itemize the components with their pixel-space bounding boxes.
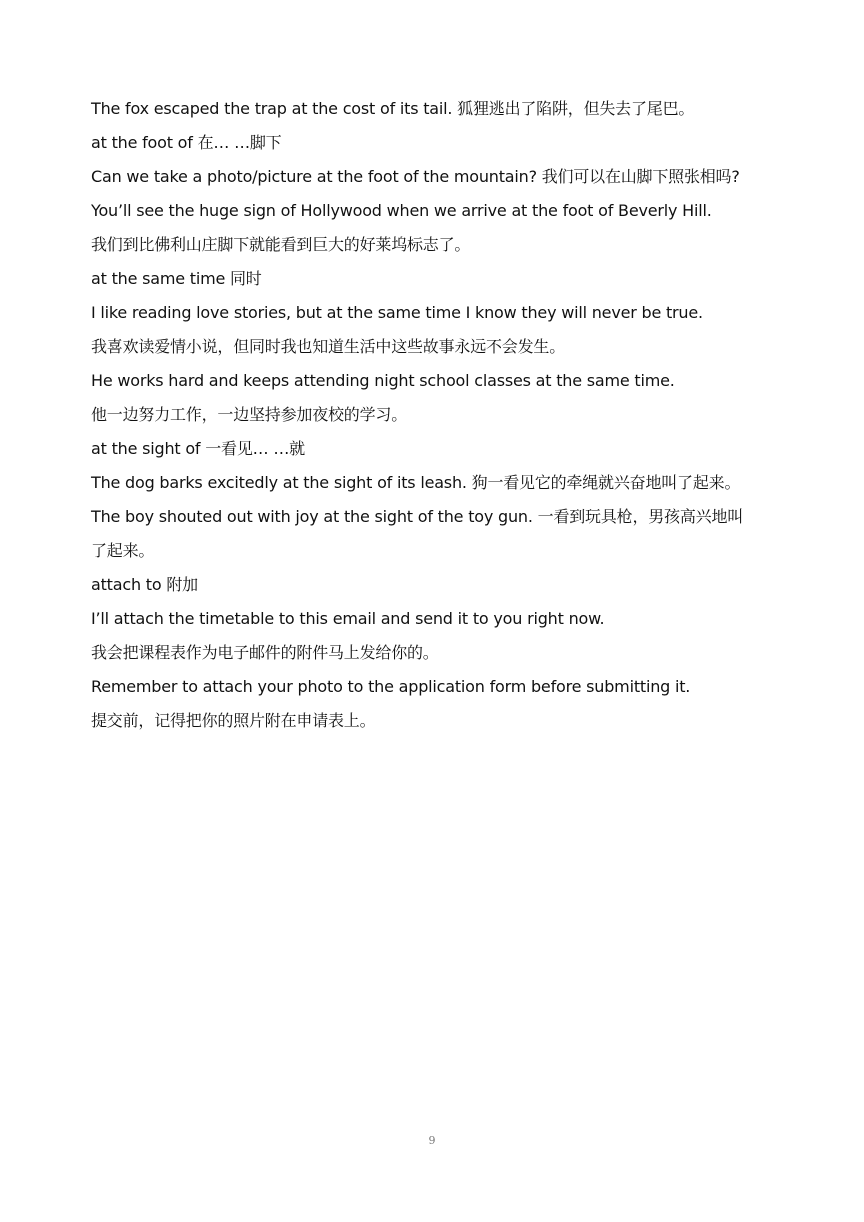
- text-line: 我们到比佛利山庄脚下就能看到巨大的好莱坞标志了。: [91, 235, 471, 254]
- text-line: I’ll attach the timetable to this email and send it to you right now.: [91, 609, 605, 628]
- phrase-heading: at the foot of 在… …脚下: [91, 133, 282, 152]
- text-line: 了起来。: [91, 541, 155, 560]
- page-number: 9: [428, 1134, 436, 1147]
- text-line: Can we take a photo/picture at the foot of the mountain? 我们可以在山脚下照张相吗?: [91, 167, 740, 186]
- text-line: The fox escaped the trap at the cost of its tail. 狐狸逃出了陷阱，但失去了尾巴。: [91, 99, 695, 118]
- text-line: 我会把课程表作为电子邮件的附件马上发给你的。: [91, 643, 439, 662]
- document-body: [91, 92, 791, 738]
- text-line: You’ll see the huge sign of Hollywood when we arrive at the foot of Beverly Hill.: [91, 201, 712, 220]
- text-line: The dog barks excitedly at the sight of its leash. 狗一看见它的牵绳就兴奋地叫了起来。: [91, 473, 741, 492]
- phrase-heading: at the same time 同时: [91, 269, 262, 288]
- text-line: 他一边努力工作，一边坚持参加夜校的学习。: [91, 405, 408, 424]
- text-line: 我喜欢读爱情小说，但同时我也知道生活中这些故事永远不会发生。: [91, 337, 566, 356]
- phrase-heading: at the sight of 一看见… …就: [91, 439, 305, 458]
- text-line: 提交前，记得把你的照片附在申请表上。: [91, 711, 376, 730]
- text-line: The boy shouted out with joy at the sight of the toy gun. 一看到玩具枪，男孩高兴地叫: [91, 507, 744, 526]
- phrase-heading: attach to 附加: [91, 575, 198, 594]
- text-line: He works hard and keeps attending night school classes at the same time.: [91, 371, 675, 390]
- text-line: Remember to attach your photo to the application form before submitting it.: [91, 677, 691, 696]
- text-line: I like reading love stories, but at the same time I know they will never be true.: [91, 303, 703, 322]
